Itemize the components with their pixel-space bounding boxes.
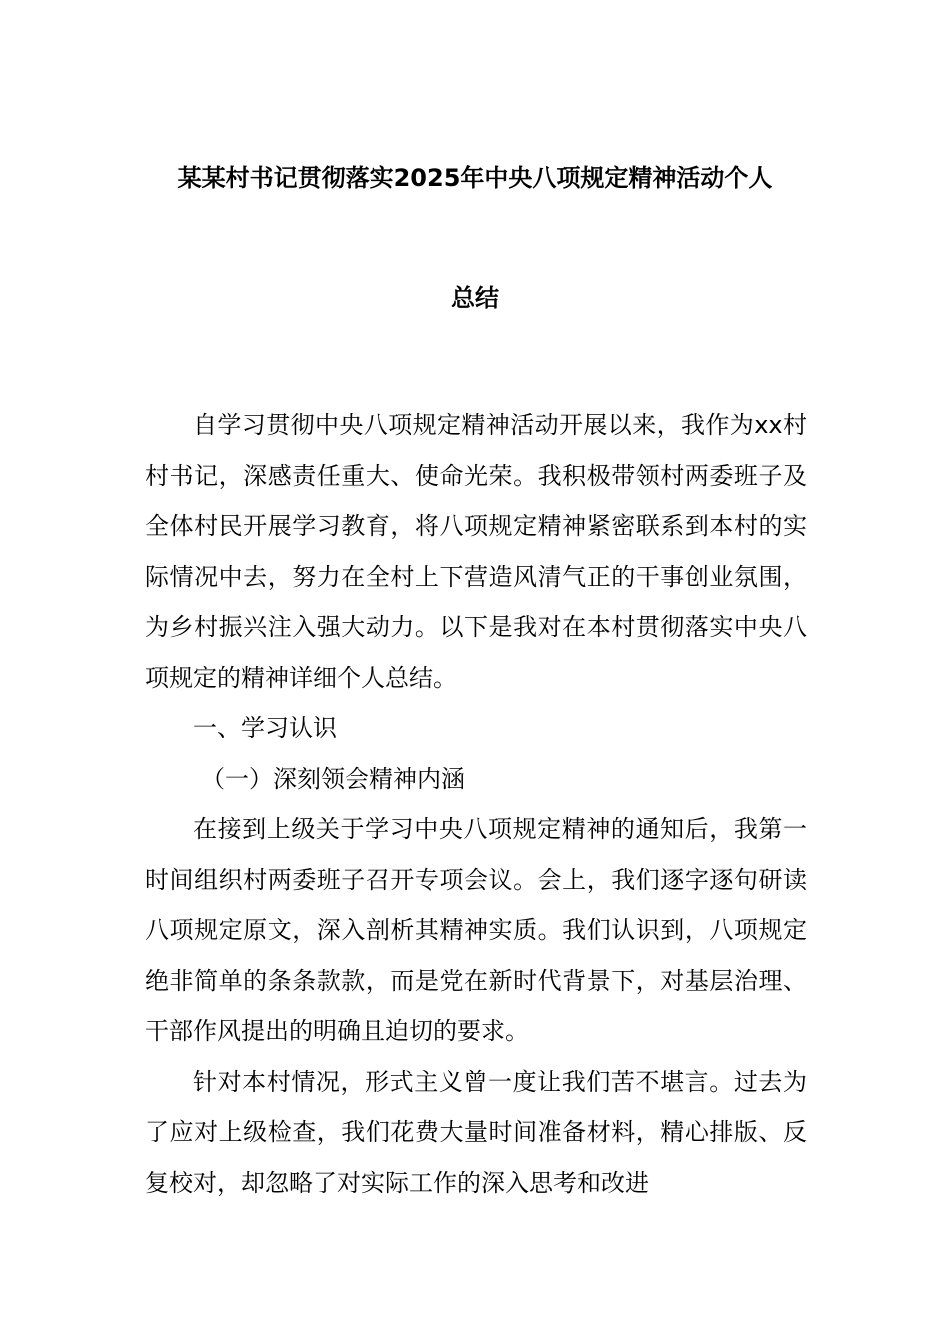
body-paragraph: 在接到上级关于学习中央八项规定精神的通知后，我第一时间组织村两委班子召开专项会议。会上，我们逐字逐句研读八项规定原文，深入剖析其精神实质。我们认识到，八项规定绝非简单的条条款款，而是党在新时代背景下，对基层治理、干部作风提出的明确且迫切的要求。: [145, 815, 807, 1045]
document-title-line-1: 某某村书记贯彻落实2025年中央八项规定精神活动个人: [177, 164, 773, 192]
intro-paragraph: 自学习贯彻中央八项规定精神活动开展以来，我作为xx村村书记，深感责任重大、使命光荣。我积极带领村两委班子及全体村民开展学习教育，将八项规定精神紧密联系到本村的实际情况中去，努力在全村上下营造风清气正的干事创业氛围，为乡村振兴注入强大动力。以下是我对在本村贯彻落实中央八项规定的精神详细个人总结。: [145, 411, 807, 692]
subsection-heading-1-1: （一）深刻领会精神内涵: [201, 764, 465, 793]
section-heading-1: 一、学习认识: [193, 714, 337, 742]
document-body: [145, 400, 807, 1208]
document-title-line-2: 总结: [451, 284, 499, 312]
body-paragraph: 针对本村情况，形式主义曾一度让我们苦不堪言。过去为了应对上级检查，我们花费大量时间准备材料，精心排版、反复校对，却忽略了对实际工作的深入思考和改进: [145, 1067, 807, 1197]
